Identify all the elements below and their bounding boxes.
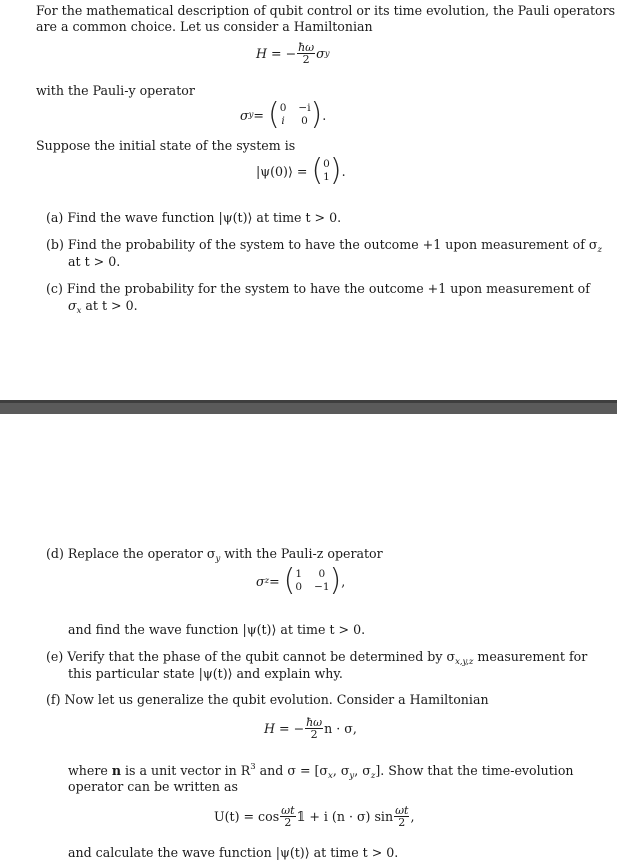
item-text: at t > 0. — [81, 298, 138, 313]
text-fragment: n — [111, 763, 121, 778]
item-text: Now let us generalize the qubit evolution. Consider a Hamiltonian — [64, 692, 489, 707]
item-e — [46, 649, 587, 667]
column-vector — [323, 158, 330, 184]
matrix-cell: −i — [298, 102, 311, 114]
matrix-cell: 1 — [295, 568, 303, 580]
text-fragment: , σ — [354, 763, 371, 778]
fraction — [305, 717, 323, 740]
time-evolution-equation — [214, 805, 414, 828]
page-divider-edge — [0, 400, 617, 403]
item-d-after: and find the wave function |ψ(t)⟩ at time t > 0. — [68, 622, 366, 637]
equals-sign: = — [269, 573, 280, 589]
eq-lhs: U(t) = cos — [214, 809, 280, 824]
item-a — [46, 210, 341, 225]
equals-sign: = — [253, 107, 264, 123]
matrix-cell: 0 — [301, 115, 308, 127]
fraction-numerator: ħω — [306, 716, 323, 729]
fraction-denominator: 2 — [302, 53, 310, 66]
item-f — [46, 692, 489, 707]
left-paren: ( — [311, 153, 324, 188]
eq-middle: 𝟙 + i (n · σ) sin — [296, 809, 394, 824]
item-label: (d) — [46, 546, 64, 561]
fraction-numerator: ωt — [281, 804, 295, 817]
left-paren: ( — [267, 97, 280, 132]
vector-cell: 1 — [323, 171, 330, 183]
item-subscript: z — [597, 245, 602, 255]
fraction — [394, 805, 409, 828]
matrix-cell: i — [281, 115, 285, 127]
matrix-cell: 0 — [279, 102, 287, 114]
item-text: Verify that the phase of the qubit cannot be determined by σ — [67, 649, 456, 664]
item-f-where-line-2: operator can be written as — [68, 779, 238, 794]
sigma-symbol: σ — [68, 298, 77, 313]
intro-line-1: For the mathematical description of qubit control or its time evolution, the Pauli operators — [36, 3, 616, 18]
sigma-y-equation — [240, 97, 327, 132]
item-c-line-2 — [68, 298, 138, 316]
sigma-z-equation — [256, 563, 346, 598]
sigma-symbol: σ — [240, 107, 249, 123]
matrix-cell: 0 — [295, 581, 303, 593]
fraction-denominator: 2 — [398, 816, 406, 829]
item-label: (c) — [46, 281, 63, 296]
matrix-cell: 0 — [318, 568, 326, 580]
item-text: measurement for — [473, 649, 588, 664]
fraction — [280, 805, 295, 828]
matrix-cell: −1 — [314, 581, 330, 593]
sigma-subscript: y — [248, 110, 254, 120]
sigma-subscript: x — [76, 306, 82, 316]
text-fragment: where — [68, 763, 112, 778]
eq-lhs: H = − — [264, 721, 305, 736]
item-label: (b) — [46, 237, 64, 252]
initial-state-equation — [256, 153, 346, 188]
right-paren: ) — [329, 563, 342, 598]
eq-end: . — [341, 163, 346, 179]
item-d — [46, 546, 383, 564]
matrix — [280, 102, 311, 128]
item-f-final: and calculate the wave function |ψ(t)⟩ at time t > 0. — [68, 845, 399, 860]
left-paren: ( — [283, 563, 296, 598]
eq-end: . — [322, 107, 327, 123]
text-fragment: , σ — [332, 763, 350, 778]
fraction-numerator: ωt — [395, 804, 409, 817]
item-b-line-2: at t > 0. — [68, 254, 121, 269]
eq-rest: n · σ, — [324, 721, 357, 736]
sigma-subscript: z — [264, 576, 270, 586]
fraction-numerator: ħω — [298, 41, 315, 54]
pauli-y-text: with the Pauli-y operator — [36, 83, 195, 98]
text-fragment: y — [349, 771, 355, 781]
right-paren: ) — [310, 97, 323, 132]
text-fragment: ]. Show that the time-evolution — [375, 763, 574, 778]
item-e-line-2: this particular state |ψ(t)⟩ and explain why. — [68, 666, 343, 681]
text-fragment: is a unit vector in R — [121, 763, 251, 778]
sigma-subscript: x,y,z — [455, 657, 474, 667]
sigma-symbol: σ — [316, 46, 325, 61]
hamiltonian-equation — [256, 42, 330, 65]
text-fragment: 3 — [250, 762, 256, 772]
item-text: Find the probability of the system to have the outcome +1 upon measurement of σ — [67, 237, 598, 252]
item-label: (f) — [46, 692, 61, 707]
eq-lhs: |ψ(0)⟩ = — [256, 163, 308, 179]
eq-end: , — [341, 573, 346, 589]
eq-lhs: H = − — [256, 46, 297, 61]
eq-end: , — [410, 809, 415, 824]
item-b — [46, 237, 602, 255]
item-label: (a) — [46, 210, 64, 225]
sigma-symbol: σ — [256, 573, 265, 589]
matrix — [295, 568, 329, 594]
text-fragment: z — [370, 771, 376, 781]
initial-state-text: Suppose the initial state of the system is — [36, 138, 296, 153]
item-text: Find the probability for the system to have the outcome +1 upon measurement of — [66, 281, 590, 296]
item-text: Replace the operator σ — [67, 546, 216, 561]
sigma-subscript: y — [215, 554, 221, 564]
item-label: (e) — [46, 649, 64, 664]
item-text: with the Pauli-z operator — [220, 546, 383, 561]
general-hamiltonian-equation — [264, 717, 357, 740]
intro-line-2: are a common choice. Let us consider a Hamiltonian — [36, 19, 373, 34]
fraction — [297, 42, 315, 65]
sigma-subscript: y — [324, 48, 330, 59]
vector-cell: 0 — [323, 158, 330, 170]
fraction-denominator: 2 — [284, 816, 292, 829]
item-c — [46, 281, 590, 296]
fraction-denominator: 2 — [310, 728, 318, 741]
text-fragment: x — [328, 771, 333, 781]
item-text: Find the wave function |ψ(t)⟩ at time t > 0. — [67, 210, 342, 225]
right-paren: ) — [329, 153, 342, 188]
text-fragment: and σ = [σ — [255, 763, 329, 778]
